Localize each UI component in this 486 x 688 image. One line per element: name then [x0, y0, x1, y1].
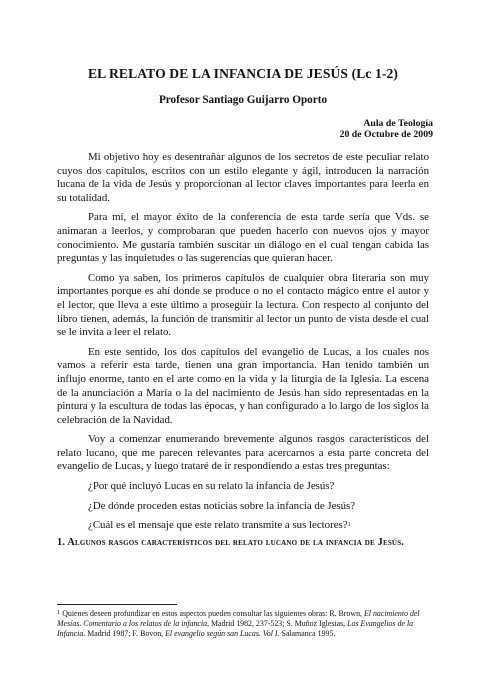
- venue-line: Aula de Teología: [363, 118, 433, 129]
- section-heading: 1. Algunos rasgos característicos del relato lucano de la infancia de Jesús.: [57, 537, 405, 548]
- footnote-book-title: El nacimiento del Mesías. Comentario a los relatos de la infancia: [57, 609, 420, 628]
- paragraph: Para mí, el mayor éxito de la conferencia de esta tarde sería que Vds. se animaran a leerlos, y comprobaran que pueden hacerlo con nuevos ojos y mayor conocimiento. Me gustaría también suscitar un diálogo en el cual tengan cabida las preguntas y las inquietudes o las sugerencias que quieran hacer.: [57, 211, 429, 265]
- question-item: [57, 519, 429, 533]
- author-line: Profesor Santiago Guijarro Oporto: [158, 94, 328, 106]
- venue-date-block: [340, 118, 433, 141]
- footnote-text: . Madrid 1987; F. Bovon,: [83, 628, 166, 638]
- document-title: EL RELATO DE LA INFANCIA DE JESÚS (Lc 1-2): [87, 66, 399, 81]
- footnote-number: 1: [57, 609, 61, 616]
- question-item: ¿De dónde proceden estas noticias sobre la infancia de Jesús?: [88, 499, 356, 512]
- paragraph: Voy a comenzar enumerando brevemente algunos rasgos característicos del relato lucano, que me parecen relevantes para acercarnos a esta parte concreta del evangelio de Lucas, y luego trataré de ir respondiendo a estas tres preguntas:: [57, 433, 429, 473]
- paragraph: En este sentido, los dos capítulos del evangelio de Lucas, a los cuales nos vamos a referir esta tarde, tienen una gran importancia. Han tenido también un influjo enorme, tanto en el arte como en la vida y la liturgia de la Iglesia. La escena de la anunciación a María o la del nacimiento de Jesús han sido representadas en la pintura y la escultura de todas las épocas, y han configurado a lo largo de los siglos la celebración de la Navidad.: [57, 345, 429, 426]
- footnote-book-title: El evangelio según san Lucas. Vol I.: [165, 628, 280, 638]
- footnote-book-title: Los Evangelios de la Infancia: [57, 618, 414, 638]
- footnote-text: Salamanca 1995.: [279, 628, 336, 638]
- footnote-divider: [57, 604, 177, 605]
- paragraph: Como ya saben, los primeros capítulos de cualquier obra literaria son muy importantes porque es ahí donde se produce o no el contacto mágico entre el autor y el lector, que lleva a este último a proseguir la lectura. Con respecto al conjunto del libro tienen, además, la función de transmitir al lector un punto de vista desde el cual se le invita a leer el relato.: [57, 271, 429, 339]
- question-item: ¿Por qué incluyó Lucas en su relato la infancia de Jesús?: [88, 480, 335, 493]
- footnote-text: Quienes deseen profundizar en estos aspectos pueden consultar las siguientes obras: R. Brown,: [60, 609, 364, 618]
- footnote-text: , Madrid 1982, 237-523; S. Muñoz Iglesias,: [207, 618, 348, 628]
- date-line: 20 de Octubre de 2009: [339, 129, 433, 141]
- footnote-reference[interactable]: 1: [347, 521, 351, 529]
- body-text: [57, 151, 429, 539]
- question-text: ¿Cuál es el mensaje que este relato transmite a sus lectores?: [88, 519, 348, 532]
- footnote: [57, 609, 429, 639]
- paragraph: Mi objetivo hoy es desentrañar algunos de los secretos de este peculiar relato cuyos dos capítulos, escritos con un estilo elegante y ágil, introducen la narración lucana de la vida de Jesús y proporcionan al lector claves importantes para leerla en su totalidad.: [57, 151, 429, 204]
